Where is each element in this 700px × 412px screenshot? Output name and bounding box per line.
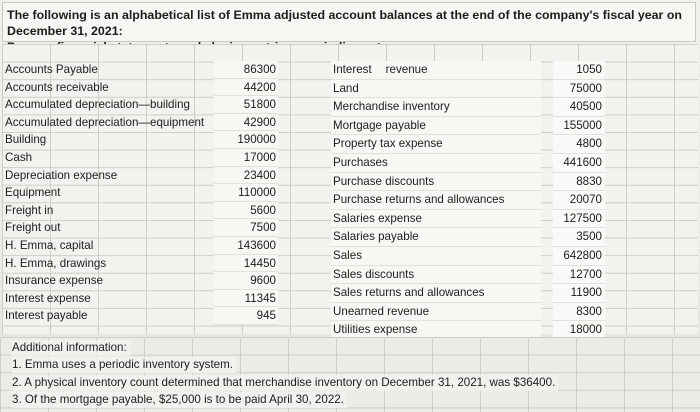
- account-value: 23400: [214, 167, 278, 185]
- account-name: Purchase returns and allowances: [331, 191, 541, 210]
- account-name: Interest payable: [5, 309, 88, 323]
- right-account-values: [553, 61, 605, 340]
- account-name: Accumulated depreciation—equipment: [5, 115, 205, 129]
- additional-item: 1. Emma uses a periodic inventory system.: [12, 357, 236, 373]
- account-name: Property tax expense: [331, 135, 541, 154]
- account-name: Accumulated depreciation—building: [5, 98, 190, 112]
- account-value: 20070: [553, 191, 605, 210]
- account-name: Utilities expense: [331, 321, 541, 340]
- account-name: Salaries payable: [331, 228, 541, 247]
- right-account-names: [331, 61, 541, 340]
- account-value: 1050: [553, 61, 605, 80]
- account-name: Interest expense: [5, 291, 91, 305]
- account-name-part: Interest: [333, 63, 372, 76]
- account-value: 11900: [553, 284, 605, 303]
- account-value: 12700: [553, 266, 605, 285]
- additional-item: 2. A physical inventory count determined that merchandise inventory on December 31, 2021, was $36400.: [12, 375, 558, 391]
- account-name: Purchase discounts: [331, 173, 541, 192]
- account-value: 18000: [553, 321, 605, 340]
- account-name: Salaries expense: [331, 210, 541, 229]
- account-name: Sales discounts: [331, 266, 541, 285]
- account-value: 110000: [214, 184, 278, 202]
- account-name: Sales returns and allowances: [331, 284, 541, 303]
- account-value: 945: [214, 307, 278, 325]
- account-value: 14450: [214, 255, 278, 273]
- account-name: Merchandise inventory: [331, 98, 541, 117]
- account-value: 44200: [214, 79, 278, 97]
- left-account-names: [5, 61, 219, 325]
- account-value: 4800: [553, 135, 605, 154]
- account-name: Freight in: [5, 203, 54, 217]
- account-name: H. Emma, capital: [5, 238, 94, 252]
- account-value: 17000: [214, 149, 278, 167]
- account-name: Equipment: [5, 186, 61, 200]
- account-name: Accounts receivable: [5, 80, 109, 94]
- account-value: 190000: [214, 131, 278, 149]
- account-name-part: revenue: [385, 63, 428, 76]
- additional-item: 3. Of the mortgage payable, $25,000 is to be paid April 30, 2022.: [12, 392, 347, 408]
- account-name: Purchases: [331, 154, 541, 173]
- account-name: H. Emma, drawings: [5, 256, 107, 270]
- left-account-values: [214, 61, 278, 325]
- account-value: 8300: [553, 303, 605, 322]
- account-name: Cash: [5, 150, 33, 164]
- account-value: 51800: [214, 96, 278, 114]
- account-value: 75000: [553, 80, 605, 99]
- account-value: 5600: [214, 202, 278, 220]
- additional-information: [0, 337, 700, 412]
- account-value: 7500: [214, 219, 278, 237]
- account-value: 3500: [553, 228, 605, 247]
- problem-header: [2, 2, 696, 42]
- account-name: [331, 61, 541, 80]
- header-line-1: The following is an alphabetical list of Emma adjusted account balances at the end of the company's fiscal year on December 31, 2021:: [7, 8, 682, 38]
- account-value: 8830: [553, 173, 605, 192]
- account-value: 42900: [214, 114, 278, 132]
- account-name: Insurance expense: [5, 274, 103, 288]
- account-name: Building: [5, 133, 47, 147]
- account-value: 642800: [553, 247, 605, 266]
- account-name: Land: [331, 80, 541, 99]
- account-value: 127500: [553, 210, 605, 229]
- account-value: 11345: [214, 290, 278, 308]
- account-value: 441600: [553, 154, 605, 173]
- account-name: Depreciation expense: [5, 168, 118, 182]
- account-name: Mortgage payable: [331, 117, 541, 136]
- account-value: 40500: [553, 98, 605, 117]
- additional-title: Additional information:: [12, 340, 130, 356]
- account-value: 143600: [214, 237, 278, 255]
- account-name: Unearned revenue: [331, 303, 541, 322]
- account-name: Sales: [331, 247, 541, 266]
- account-name: Accounts Payable: [5, 63, 98, 76]
- account-value: 9600: [214, 272, 278, 290]
- account-name: Freight out: [5, 221, 61, 235]
- account-value: 155000: [553, 117, 605, 136]
- account-value: 86300: [214, 61, 278, 79]
